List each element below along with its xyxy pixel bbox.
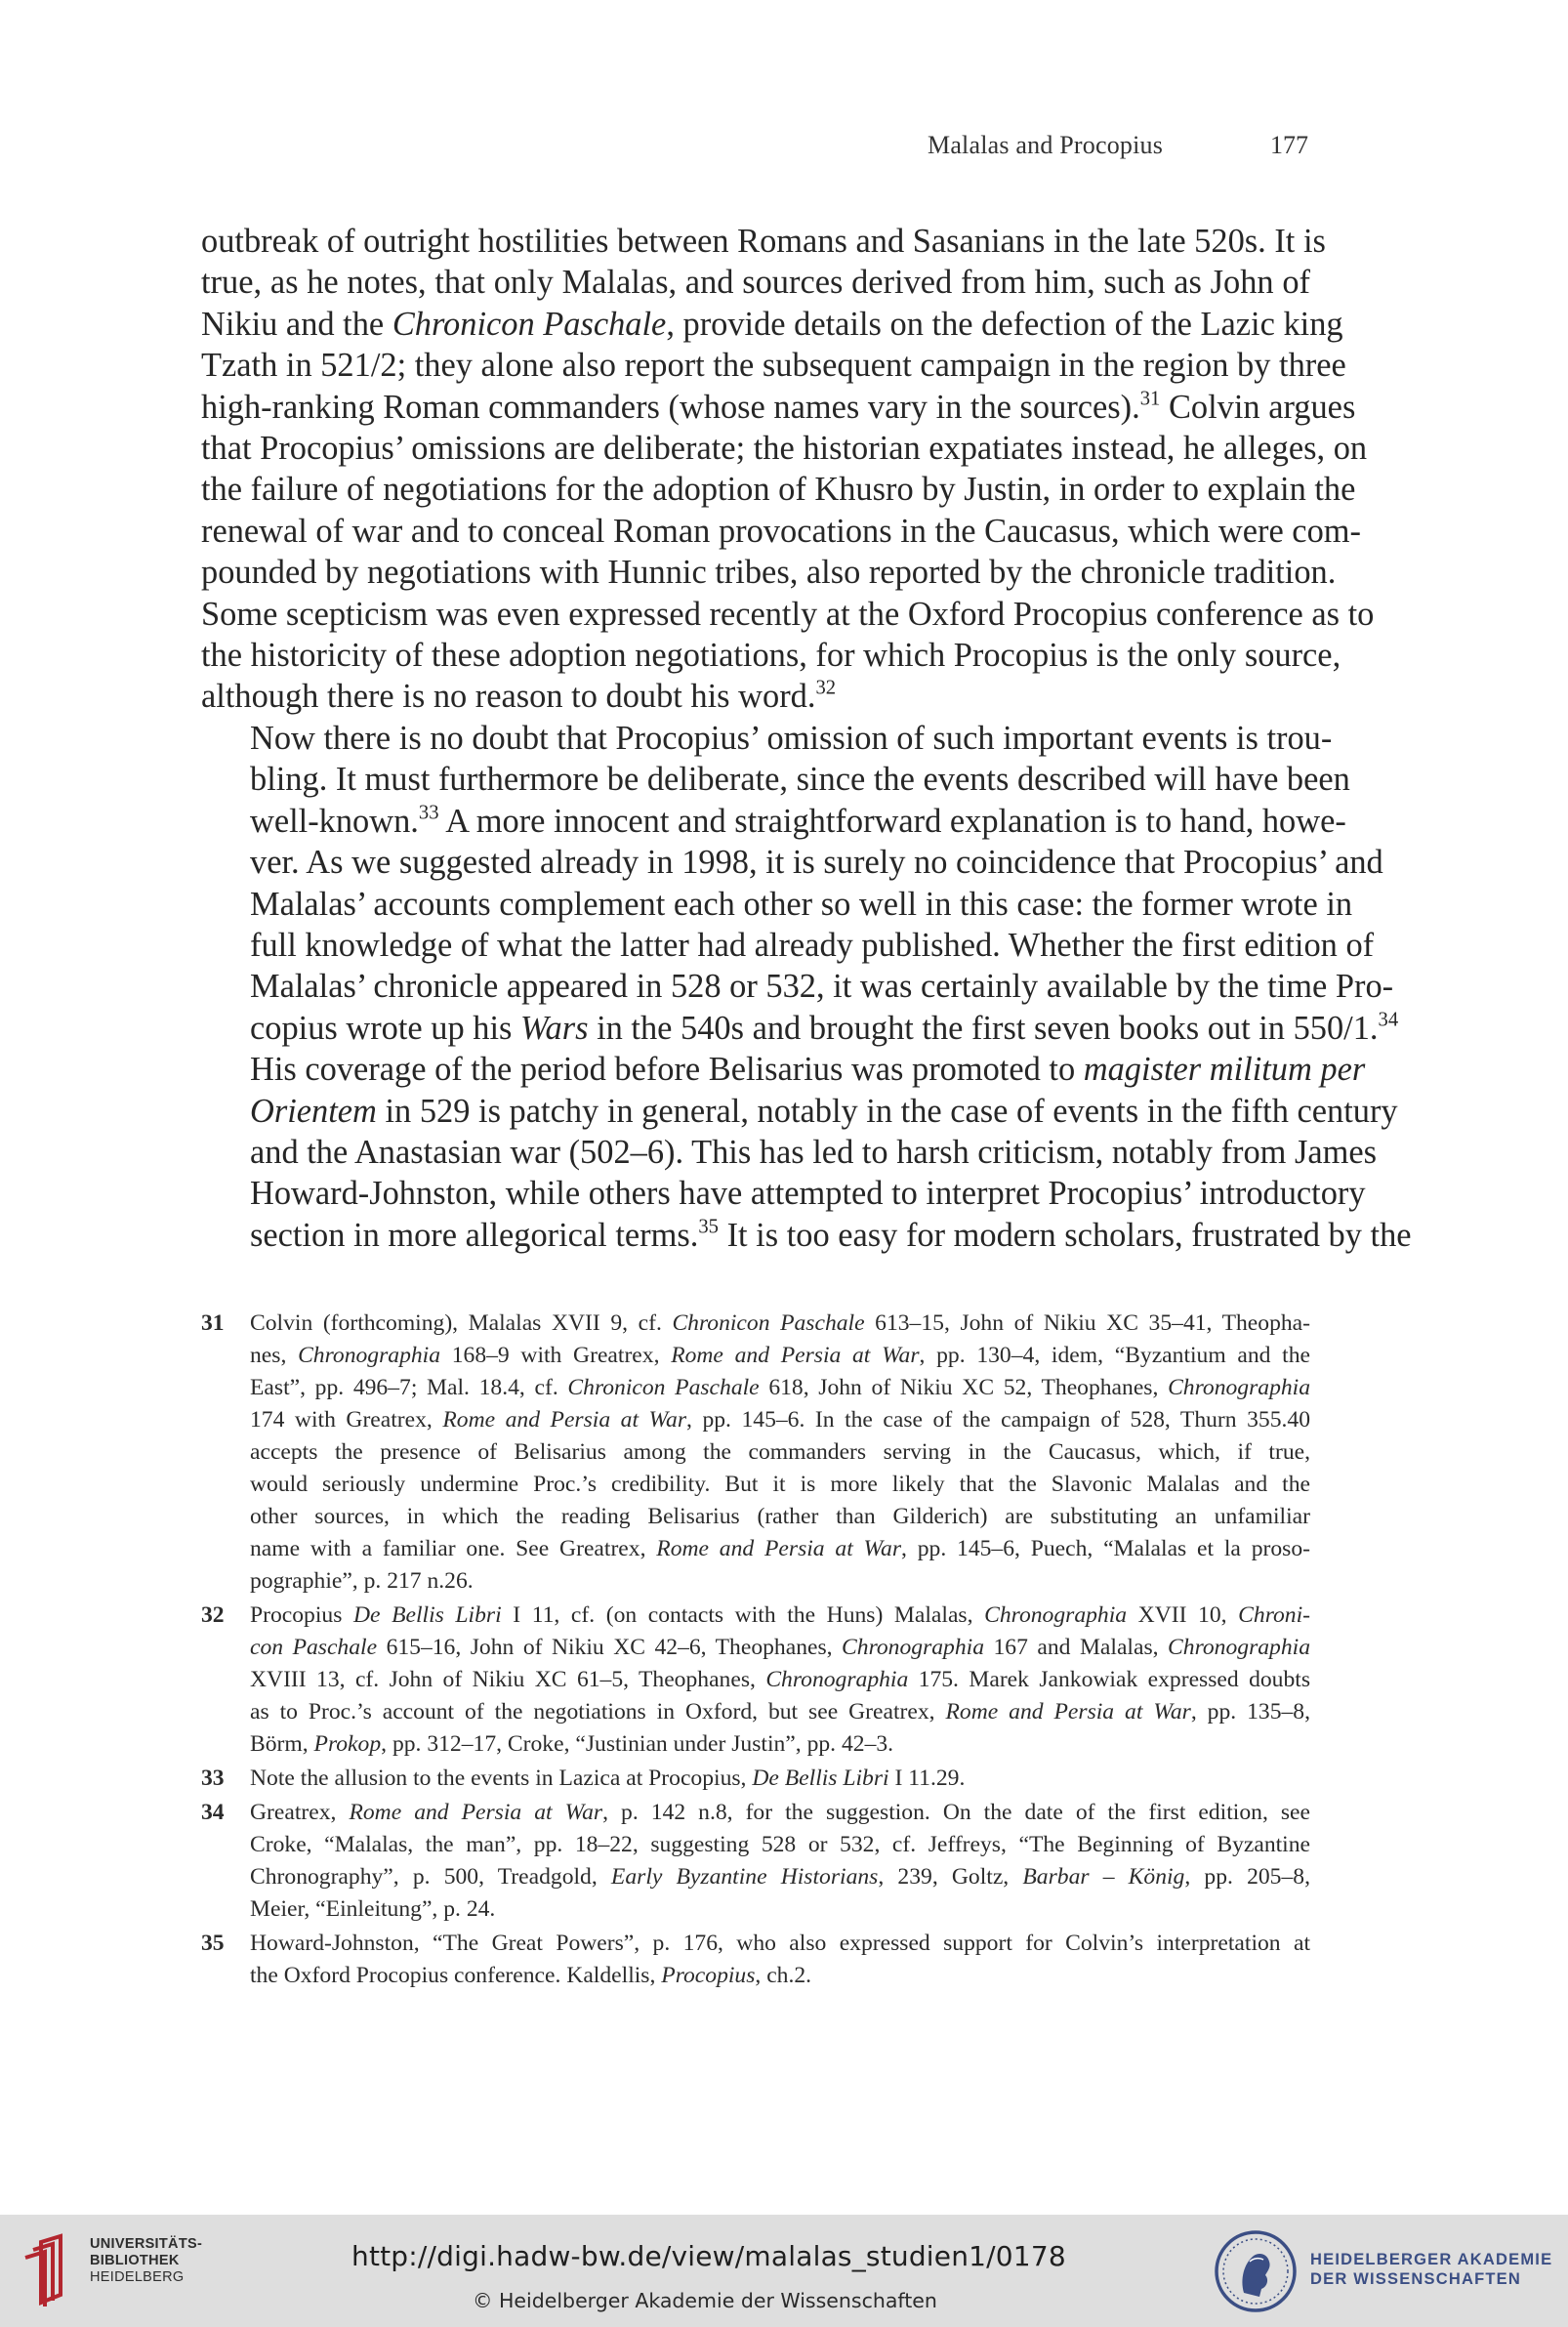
text-line: Howard-Johnston, while others have attempted to interpret Procopius’ introductory bbox=[250, 1175, 1366, 1213]
library-emblem-icon bbox=[20, 2232, 80, 2308]
footnote bbox=[201, 1308, 1310, 1598]
text-line: Croke, “Malalas, the man”, pp. 18–22, suggesting 528 or 532, cf. Jeffreys, “The Beginning of Byzantine bbox=[250, 1832, 1310, 1857]
text-line: Note the allusion to the events in Lazica at Procopius, De Bellis Libri I 11.29. bbox=[250, 1766, 966, 1791]
text-line: Malalas’ accounts complement each other so well in this case: the former wrote in bbox=[250, 885, 1353, 923]
academy-logo-line: HEIDELBERGER AKADEMIE bbox=[1310, 2251, 1553, 2268]
text-line: well-known.$^{33}$ A more innocent and straightforward explanation is to hand, howe- bbox=[250, 802, 1346, 840]
footnote-body bbox=[250, 1797, 1310, 1926]
footnote-body bbox=[250, 1600, 1310, 1761]
footnote-ref[interactable]: 31 bbox=[1139, 388, 1161, 410]
text-line: true, as he notes, that only Malalas, and sources derived from him, such as John of bbox=[201, 264, 1310, 302]
footnote-number: 33 bbox=[201, 1766, 225, 1791]
text-line: section in more allegorical terms.$^{35}$ It is too easy for modern scholars, frustrated by the bbox=[250, 1216, 1412, 1254]
text-line: nes, Chronographia 168–9 with Greatrex, Rome and Persia at War, pp. 130–4, idem, “Byzantium and the bbox=[250, 1343, 1310, 1368]
academy-logo-text bbox=[1310, 2250, 1552, 2289]
text-line: His coverage of the period before Belisarius was promoted to magister militum per bbox=[250, 1051, 1366, 1089]
text-line: bling. It must furthermore be deliberate, since the events described will have been bbox=[250, 761, 1350, 799]
text-line: con Paschale 615–16, John of Nikiu XC 42–6, Theophanes, Chronographia 167 and Malalas, Chronographia bbox=[250, 1635, 1310, 1660]
university-library-logo[interactable] bbox=[20, 2232, 244, 2308]
text-line: and the Anastasian war (502–6). This has led to harsh criticism, notably from James bbox=[250, 1133, 1378, 1171]
footnote bbox=[201, 1797, 1310, 1926]
text-line: would seriously undermine Proc.’s credibility. But it is more likely that the Slavonic Malalas and the bbox=[250, 1472, 1310, 1497]
page-number: 177 bbox=[1270, 131, 1308, 159]
footnote-number: 35 bbox=[201, 1931, 225, 1956]
footnote-number: 31 bbox=[201, 1310, 225, 1336]
text-line: renewal of war and to conceal Roman provocations in the Caucasus, which were com- bbox=[201, 512, 1361, 550]
text-line: the failure of negotiations for the adoption of Khusro by Justin, in order to explain the bbox=[201, 471, 1356, 509]
footnote bbox=[201, 1928, 1310, 1992]
footer-bar bbox=[0, 2215, 1568, 2327]
body-paragraph-1 bbox=[201, 221, 1375, 718]
text-line: ver. As we suggested already in 1998, it is surely no coincidence that Procopius’ and bbox=[250, 844, 1383, 882]
text-line: Malalas’ chronicle appeared in 528 or 532, it was certainly available by the time Pro- bbox=[250, 968, 1394, 1006]
text-line: Procopius De Bellis Libri I 11, cf. (on contacts with the Huns) Malalas, Chronographia XVII 10, Chroni- bbox=[250, 1602, 1311, 1628]
footnote-body bbox=[250, 1308, 1310, 1598]
copyright-notice: © Heidelberger Akademie der Wissenschaften bbox=[473, 2289, 937, 2312]
text-line: high-ranking Roman commanders (whose names vary in the sources).$^{31}$ Colvin argues bbox=[201, 388, 1356, 426]
footnote-ref[interactable]: 35 bbox=[698, 1216, 719, 1238]
text-line: Chronography”, p. 500, Treadgold, Early Byzantine Historians, 239, Goltz, Barbar – König, pp. 205–8, bbox=[250, 1864, 1310, 1890]
text-line: as to Proc.’s account of the negotiations in Oxford, but see Greatrex, Rome and Persia at War, pp. 135–8, bbox=[250, 1699, 1310, 1724]
text-line: pounded by negotiations with Hunnic tribes, also reported by the chronicle tradition. bbox=[201, 554, 1337, 592]
library-logo-line: HEIDELBERG bbox=[90, 2269, 185, 2285]
footnote-number: 32 bbox=[201, 1602, 225, 1628]
footnote bbox=[201, 1763, 1310, 1795]
text-line: Greatrex, Rome and Persia at War, p. 142 n.8, for the suggestion. On the date of the first edition, see bbox=[250, 1800, 1310, 1825]
text-line: Orientem in 529 is patchy in general, notably in the case of events in the fifth century bbox=[250, 1092, 1398, 1130]
text-line: XVIII 13, cf. John of Nikiu XC 61–5, Theophanes, Chronographia 175. Marek Jankowiak expressed doubts bbox=[250, 1667, 1311, 1692]
body-text bbox=[201, 221, 1412, 1256]
footnote bbox=[201, 1600, 1310, 1761]
library-logo-text bbox=[90, 2236, 202, 2286]
body-paragraph-2 bbox=[201, 718, 1412, 1256]
footnote-body bbox=[250, 1928, 1310, 1992]
library-logo-line: BIBLIOTHEK bbox=[90, 2253, 180, 2268]
text-line: Howard-Johnston, “The Great Powers”, p. 176, who also expressed support for Colvin’s interpretation at bbox=[250, 1931, 1310, 1956]
text-line: Now there is no doubt that Procopius’ omission of such important events is trou- bbox=[250, 719, 1333, 757]
text-line: Some scepticism was even expressed recently at the Oxford Procopius conference as to bbox=[201, 595, 1375, 633]
text-line: full knowledge of what the latter had already published. Whether the first edition of bbox=[250, 926, 1375, 964]
academy-logo-line: DER WISSENSCHAFTEN bbox=[1310, 2270, 1521, 2288]
footnote-ref[interactable]: 32 bbox=[815, 678, 837, 700]
text-line: 174 with Greatrex, Rome and Persia at War, pp. 145–6. In the case of the campaign of 528, Thurn 355.40 bbox=[250, 1407, 1310, 1433]
text-line: accepts the presence of Belisarius among the commanders serving in the Caucasus, which, if true, bbox=[250, 1439, 1310, 1465]
text-line: Nikiu and the Chronicon Paschale, provide details on the defection of the Lazic king bbox=[201, 305, 1343, 343]
permalink-url[interactable]: http://digi.hadw-bw.de/view/malalas_studien1/0178 bbox=[351, 2240, 1066, 2272]
running-head bbox=[928, 131, 1308, 170]
footnote-ref[interactable]: 33 bbox=[418, 802, 439, 824]
text-line: outbreak of outright hostilities between Romans and Sasanians in the late 520s. It is bbox=[201, 223, 1326, 260]
text-line: although there is no reason to doubt his word.$^{32}$ bbox=[201, 678, 837, 716]
footnote-number: 34 bbox=[201, 1800, 225, 1825]
footnote-body bbox=[250, 1763, 1310, 1795]
running-head-title: Malalas and Procopius bbox=[928, 131, 1164, 159]
text-line: Börm, Prokop, pp. 312–17, Croke, “Justinian under Justin”, pp. 42–3. bbox=[250, 1731, 894, 1757]
text-line: the Oxford Procopius conference. Kaldellis, Procopius, ch.2. bbox=[250, 1963, 812, 1988]
text-line: Colvin (forthcoming), Malalas XVII 9, cf. Chronicon Paschale 613–15, John of Nikiu XC 35–41, Theopha- bbox=[250, 1310, 1310, 1336]
text-line: Meier, “Einleitung”, p. 24. bbox=[250, 1896, 496, 1922]
text-line: copius wrote up his Wars in the 540s and brought the first seven books out in 550/1.34 bbox=[250, 1009, 1399, 1047]
footnotes bbox=[201, 1308, 1310, 1994]
footnote-ref[interactable]: 34 bbox=[1378, 1009, 1399, 1031]
library-logo-line: UNIVERSITÄTS- bbox=[90, 2236, 203, 2252]
text-line: that Procopius’ omissions are deliberate; the historian expatiates instead, he alleges, on bbox=[201, 430, 1368, 468]
academy-seal-icon[interactable] bbox=[1211, 2228, 1300, 2314]
text-line: other sources, in which the reading Belisarius (rather than Gilderich) are substituting an unfamiliar bbox=[250, 1504, 1310, 1529]
text-line: the historicity of these adoption negotiations, for which Procopius is the only source, bbox=[201, 637, 1341, 675]
text-line: Tzath in 521/2; they alone also report the subsequent campaign in the region by three bbox=[201, 347, 1346, 385]
text-line: pographie”, p. 217 n.26. bbox=[250, 1568, 474, 1594]
text-line: name with a familiar one. See Greatrex, Rome and Persia at War, pp. 145–6, Puech, “Malalas et la proso- bbox=[250, 1536, 1310, 1561]
text-line: East”, pp. 496–7; Mal. 18.4, cf. Chronicon Paschale 618, John of Nikiu XC 52, Theophanes, Chronographia bbox=[250, 1375, 1311, 1400]
